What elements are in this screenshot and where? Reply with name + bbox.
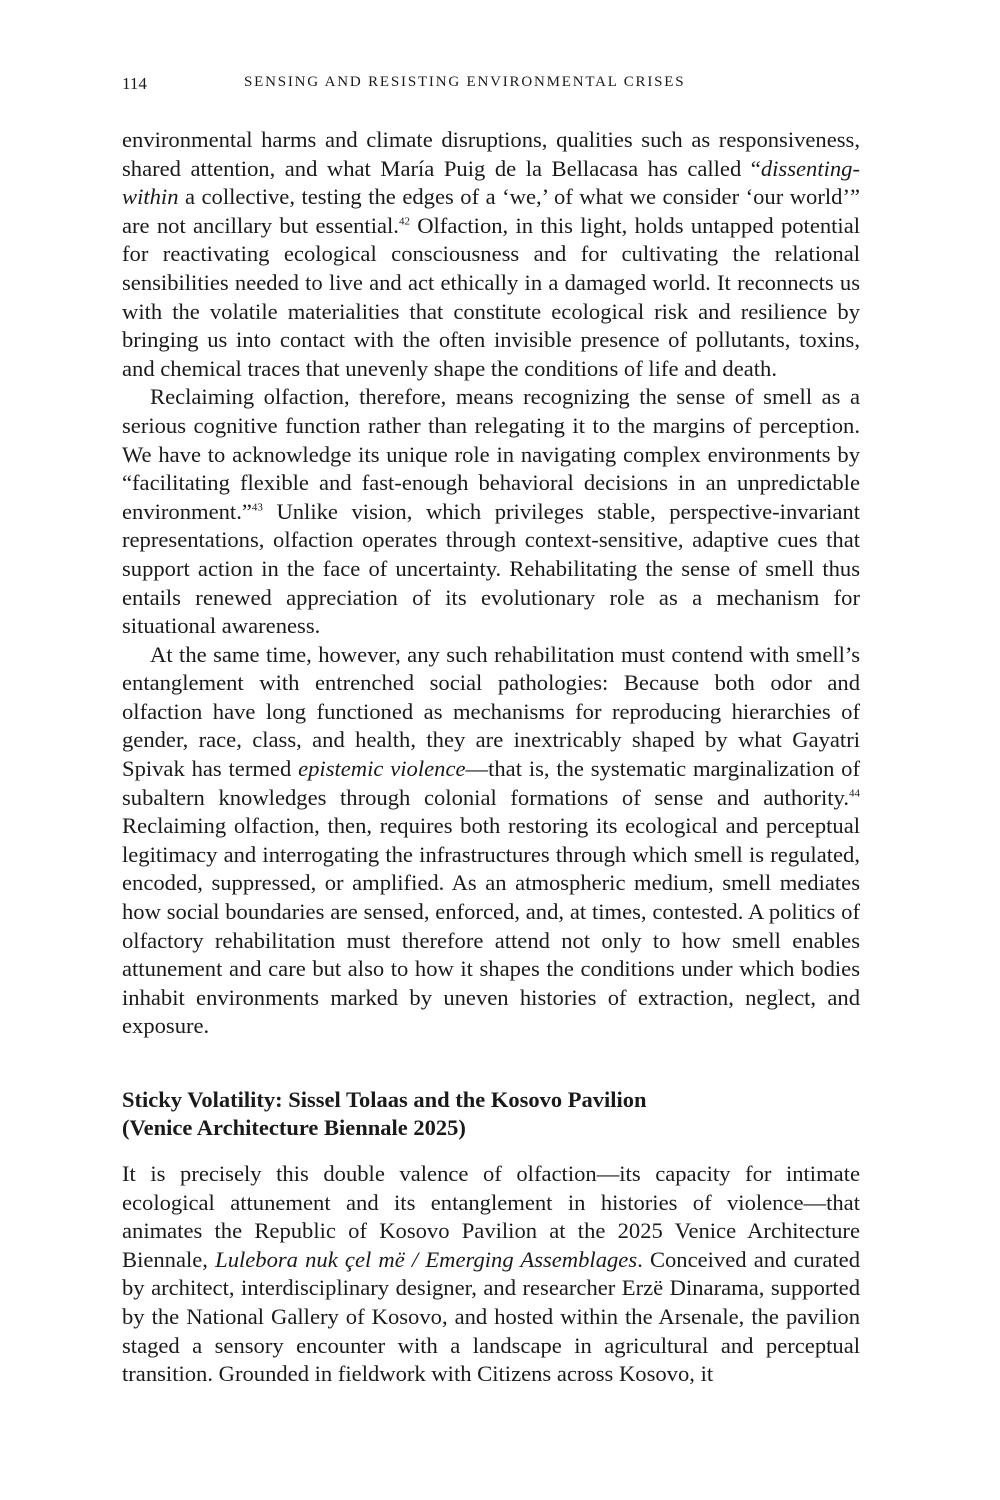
paragraph-3 bbox=[122, 641, 860, 1041]
footnote-reference: 42 bbox=[398, 215, 410, 228]
paragraph-4 bbox=[122, 1160, 860, 1389]
footnote-reference: 43 bbox=[251, 501, 263, 514]
section-heading-line: Sticky Volatility: Sissel Tolaas and the Kosovo Pavilion bbox=[122, 1087, 647, 1112]
paragraph-2 bbox=[122, 383, 860, 640]
paragraph-text: Olfaction, in this light, holds untapped potential for reactivating ecological consciousness and for cultivating the relational sensibilities needed to live and act ethically in a damaged world. It reconnects us with the volatile materialities that constitute ecological risk and resilience by bringing us into contact with the often invisible presence of pollutants, toxins, and chemical traces that unevenly shape the conditions of life and death. bbox=[122, 212, 860, 381]
running-header-title: SENSING AND RESISTING ENVIRONMENTAL CRISES bbox=[244, 74, 686, 90]
body-text bbox=[122, 126, 860, 1389]
paragraph-text: . Conceived and curated by architect, interdisciplinary designer, and researcher Erzë Dinarama, supported by the National Gallery of Kosovo, and hosted within the Arsenale, the pavilion staged a sensory encounter with a landscape in agricultural and perceptual transition. Grounded in fieldwork with Citizens across Kosovo, it bbox=[122, 1246, 860, 1387]
page-number: 114 bbox=[122, 74, 147, 93]
running-header bbox=[122, 70, 860, 100]
paragraph-text: Unlike vision, which privileges stable, perspective-invariant representations, olfaction operates through context-sensitive, adaptive cues that support action in the face of uncertainty. Rehabilitating the sense of smell thus entails renewed appreciation of its evolutionary role as a mechanism for situational awareness. bbox=[122, 498, 860, 639]
paragraph-text: It is precisely this double valence of olfaction—its capacity for intimate ecological attunement and its entanglement in histories of violence—that animates the Republic of Kosovo Pavilion at the 2025 Venice Architecture Biennale, bbox=[122, 1161, 860, 1272]
section-heading-line: (Venice Architecture Biennale 2025) bbox=[122, 1115, 466, 1140]
paragraph-text: Reclaiming olfaction, then, requires both restoring its ecological and perceptual legitimacy and interrogating the infrastructures through which smell is regulated, encoded, suppressed, or amplified. As an atmospheric medium, smell mediates how social boundaries are sensed, enforced, and, at times, contested. A politics of olfactory rehabilitation must therefore attend not only to how smell enables attunement and care but also to how it shapes the conditions under which bodies inhabit environments marked by uneven histories of extraction, neglect, and exposure. bbox=[122, 813, 860, 1039]
paragraph-text: —that is, the systematic marginalization of subaltern knowledges through colonial formations of sense and authority. bbox=[122, 756, 861, 810]
italic-term: epistemic violence bbox=[298, 756, 466, 782]
book-page bbox=[122, 70, 860, 1389]
paragraph-1 bbox=[122, 126, 860, 383]
paragraph-text: a collective, testing the edges of a ‘we,’ of what we consider ‘our world’” are not ancillary but essential. bbox=[122, 184, 860, 238]
paragraph-text: Reclaiming olfaction, therefore, means recognizing the sense of smell as a serious cognitive function rather than relegating it to the margins of perception. We have to acknowledge its unique role in navigating complex environments by “facilitating flexible and fast-enough behavioral decisions in an unpredictable environment.” bbox=[122, 384, 860, 524]
section-heading bbox=[122, 1086, 860, 1142]
footnote-reference: 44 bbox=[849, 787, 860, 800]
italic-title: Lulebora nuk çel më / Emerging Assemblages bbox=[215, 1246, 638, 1272]
paragraph-text: environmental harms and climate disruptions, qualities such as responsiveness, shared attention, and what María Puig de la Bellacasa has called “ bbox=[122, 127, 860, 181]
italic-term: dissenting-within bbox=[122, 155, 860, 210]
paragraph-text: At the same time, however, any such rehabilitation must contend with smell’s entanglement with entrenched social pathologies: Because both odor and olfaction have long functioned as mechanisms for reproducing hierarchies of gender, race, class, and health, they are inextricably shaped by what Gayatri Spivak has termed bbox=[122, 641, 860, 782]
